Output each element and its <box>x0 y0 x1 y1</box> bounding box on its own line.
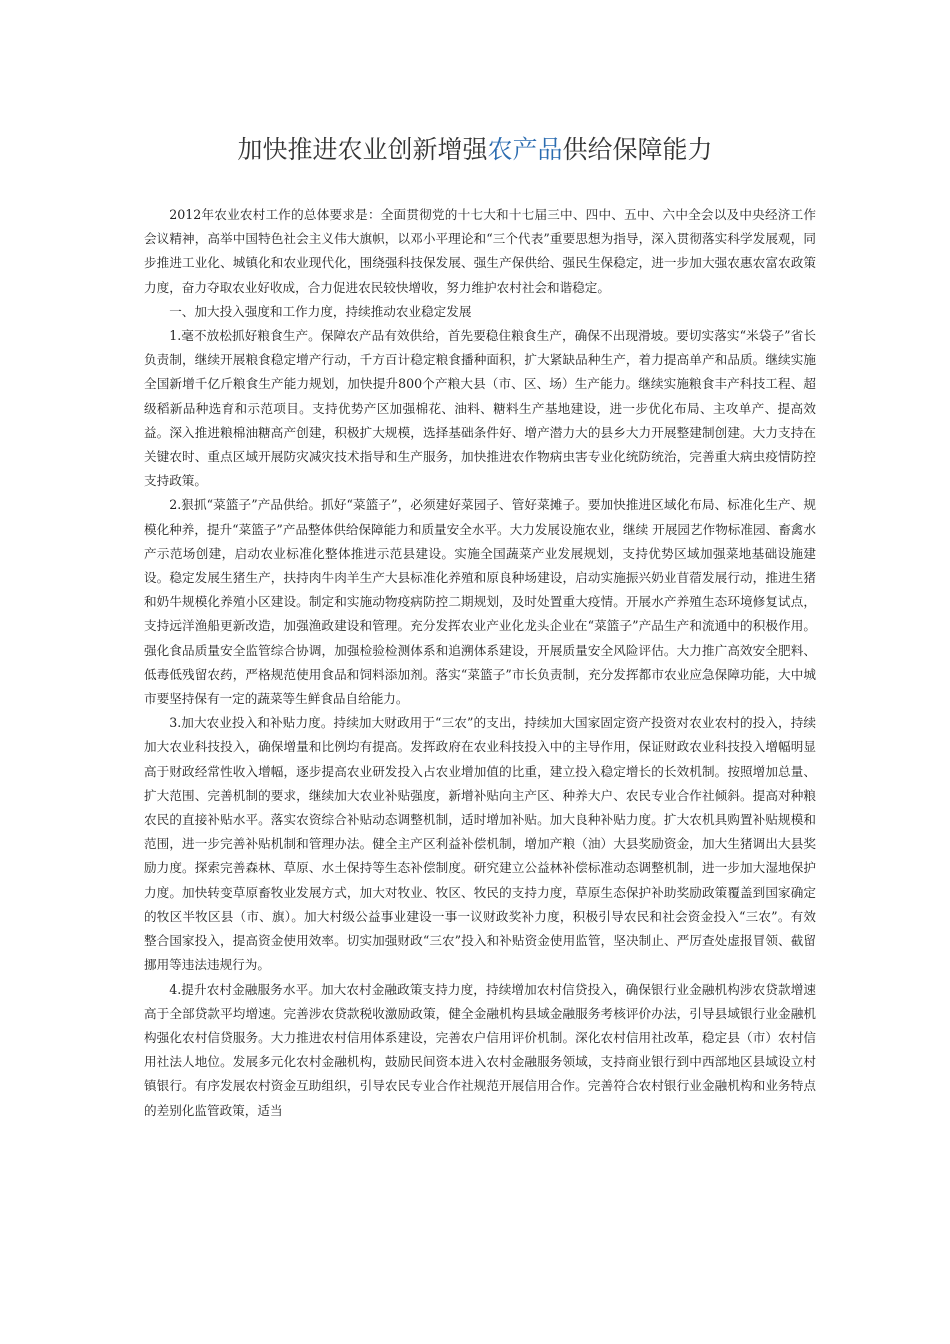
paragraph-item-3: 3.加大农业投入和补贴力度。持续加大财政用于“三农”的支出，持续加大国家固定资产投资对农业农村的投入，持续加大农业科技投入，确保增量和比例均有提高。发挥政府在农业科技投入中的主导作用，保证财政农业科技投入增幅明显高于财政经常性收入增幅，逐步提高农业研发投入占农业增加值的比重，建立投入稳定增长的长效机制。按照增加总量、扩大范围、完善机制的要求，继续加大农业补贴强度，新增补贴向主产区、种养大户、农民专业合作社倾斜。提高对种粮农民的直接补贴水平。落实农资综合补贴动态调整机制，适时增加补贴。加大良种补贴力度。扩大农机具购置补贴规模和范围，进一步完善补贴机制和管理办法。健全主产区利益补偿机制，增加产粮（油）大县奖励资金，加大生猪调出大县奖励力度。探索完善森林、草原、水土保持等生态补偿制度。研究建立公益林补偿标准动态调整机制，进一步加大湿地保护力度。加快转变草原畜牧业发展方式，加大对牧业、牧区、牧民的支持力度，草原生态保护补助奖励政策覆盖到国家确定的牧区半牧区县（市、旗）。加大村级公益事业建设一事一议财政奖补力度，积极引导农民和社会资金投入“三农”。有效整合国家投入，提高资金使用效率。切实加强财政“三农”投入和补贴资金使用监管，坚决制止、严厉查处虚报冒领、截留挪用等违法违规行为。 <box>144 715 816 973</box>
paragraph-item-4: 4.提升农村金融服务水平。加大农村金融政策支持力度，持续增加农村信贷投入，确保银行业金融机构涉农贷款增速高于全部贷款平均增速。完善涉农贷款税收激励政策，健全金融机构县域金融服务考核评价办法，引导县域银行业金融机构强化农村信贷服务。大力推进农村信用体系建设，完善农户信用评价机制。深化农村信用社改革，稳定县（市）农村信用社法人地位。发展多元化农村金融机构，鼓励民间资本进入农村金融服务领域，支持商业银行到中西部地区县域设立村镇银行。有序发展农村资金互助组织，引导农民专业合作社规范开展信用合作。完善符合农村银行业金融机构和业务特点的差别化监管政策，适当 <box>144 981 816 1118</box>
paragraph-item-1: 1.毫不放松抓好粮食生产。保障农产品有效供给，首先要稳住粮食生产，确保不出现滑坡。要切实落实“米袋子”省长负责制，继续开展粮食稳定增产行动，千方百计稳定粮食播种面积，扩大紧缺品种生产，着力提高单产和品质。继续实施全国新增千亿斤粮食生产能力规划，加快提升800个产粮大县（市、区、场）生产能力。继续实施粮食丰产科技工程、超级稻新品种选育和示范项目。支持优势产区加强棉花、油料、糖料生产基地建设，进一步优化布局、主攻单产、提高效益。深入推进粮棉油糖高产创建，积极扩大规模，选择基础条件好、增产潜力大的县乡大力开展整建制创建。大力支持在关键农时、重点区域开展防灾减灾技术指导和生产服务，加快推进农作物病虫害专业化统防统治，完善重大病虫疫情防控支持政策。 <box>144 328 816 489</box>
document-title <box>0 134 950 166</box>
title-text-part3: 供给保障能力 <box>562 135 713 164</box>
paragraph-intro: 2012年农业农村工作的总体要求是：全面贯彻党的十七大和十七届三中、四中、五中、六中全会以及中央经济工作会议精神，高举中国特色社会主义伟大旗帜，以邓小平理论和“三个代表”重要思想为指导，深入贯彻落实科学发展观，同步推进工业化、城镇化和农业现代化，围绕强科技保发展、强生产保供给、强民生保稳定，进一步加大强农惠农富农政策力度，奋力夺取农业好收成，合力促进农民较快增收，努力维护农村社会和谐稳定。 <box>144 207 816 295</box>
paragraph-item-2: 2.狠抓“菜篮子”产品供给。抓好“菜篮子”，必须建好菜园子、管好菜摊子。要加快推进区域化布局、标准化生产、规模化种养，提升“菜篮子”产品整体供给保障能力和质量安全水平。大力发展设施农业，继续 开展园艺作物标准园、畜禽水产示范场创建，启动农业标准化整体推进示范县建设。实施全国蔬菜产业发展规划，支持优势区域加强菜地基础设施建设。稳定发展生猪生产，扶持肉牛肉羊生产大县标准化养殖和原良种场建设，启动实施振兴奶业苜蓿发展行动，推进生猪和奶牛规模化养殖小区建设。制定和实施动物疫病防控二期规划，及时处置重大疫情。开展水产养殖生态环境修复试点，支持远洋渔船更新改造，加强渔政建设和管理。充分发挥农业产业化龙头企业在“菜篮子”产品生产和流通中的积极作用。强化食品质量安全监管综合协调，加强检验检测体系和追溯体系建设，开展质量安全风险评估。大力推广高效安全肥料、低毒低残留农药，严格规范使用食品和饲料添加剂。落实“菜篮子”市长负责制，充分发挥都市农业应急保障功能，大中城市要坚持保有一定的蔬菜等生鲜食品自给能力。 <box>144 497 816 707</box>
title-text-part1: 加快推进农业创新增强 <box>237 135 488 164</box>
document-body <box>144 203 816 1123</box>
title-highlight-link[interactable]: 农产品 <box>487 135 563 164</box>
section-heading: 一、加大投入强度和工作力度，持续推动农业稳定发展 <box>169 303 472 319</box>
